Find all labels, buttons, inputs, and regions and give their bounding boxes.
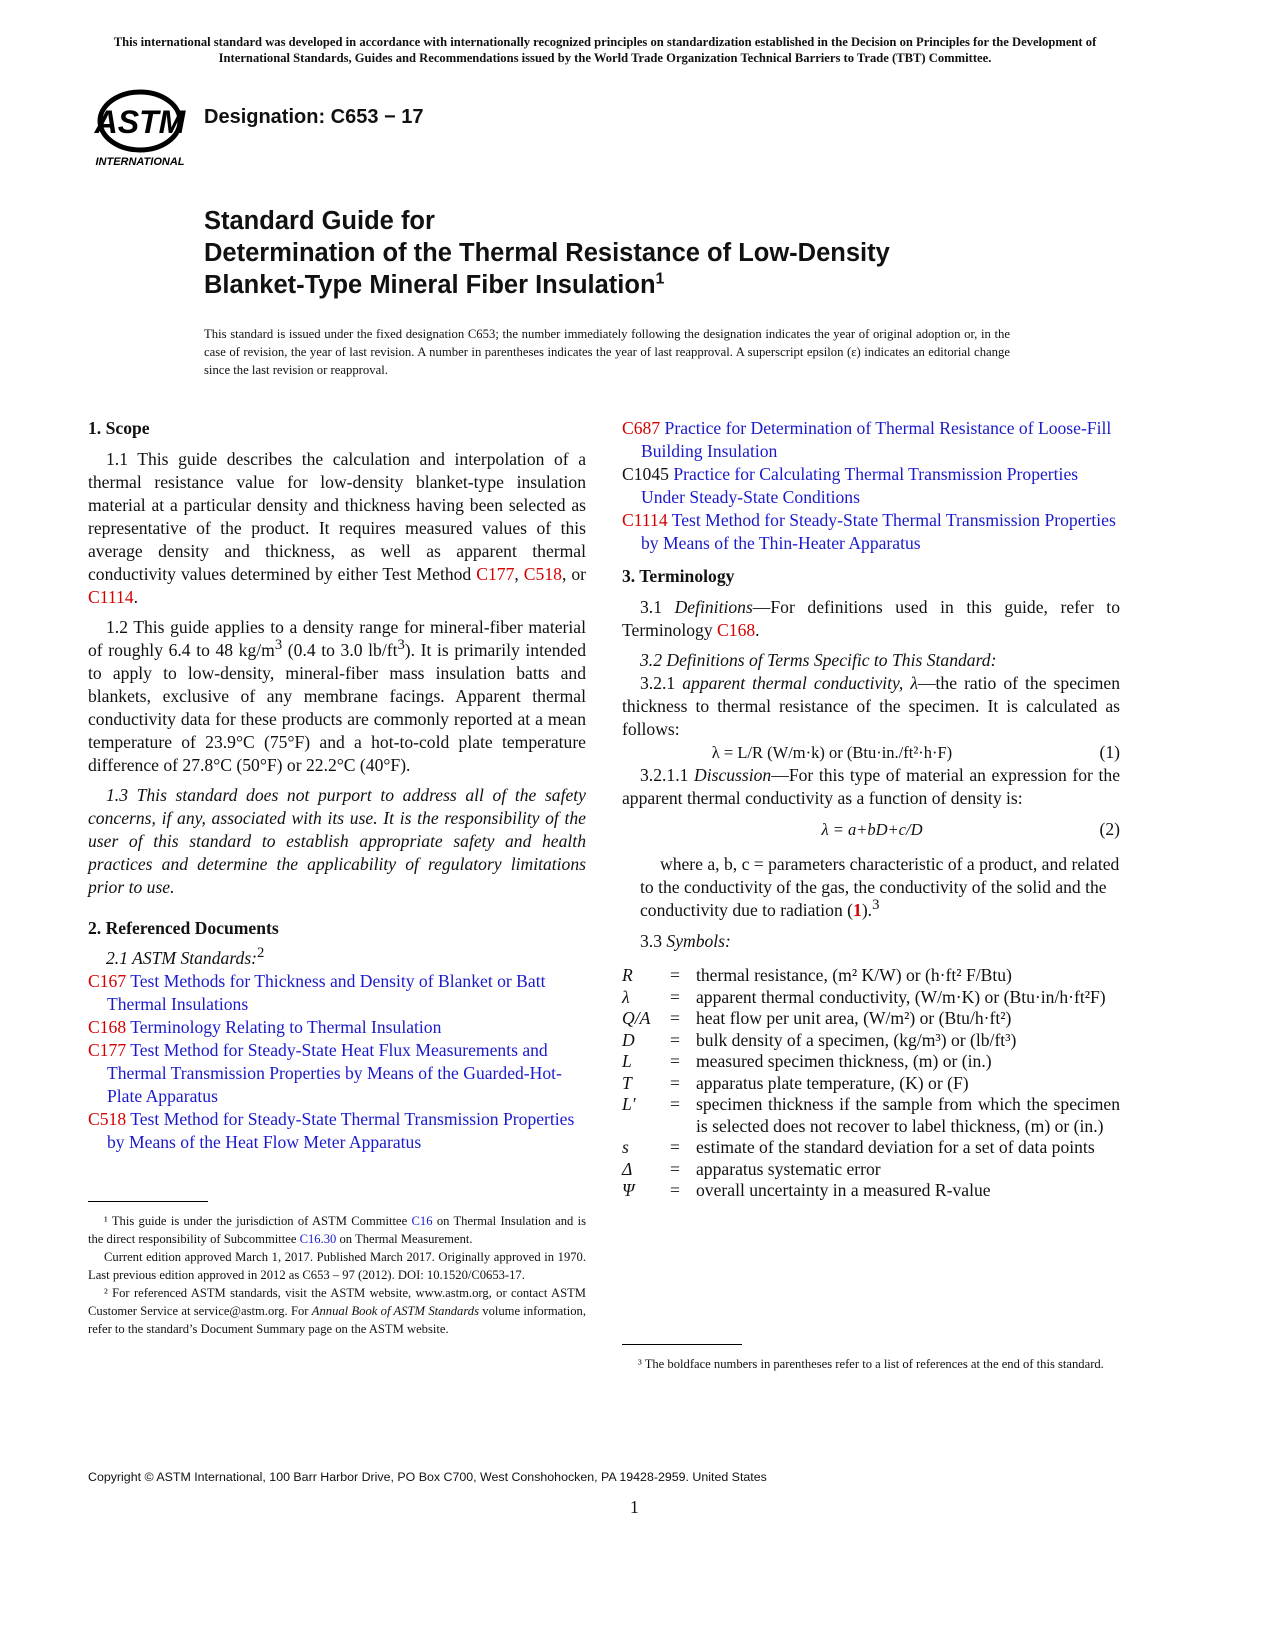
footnote-rule-right [622,1344,742,1345]
astm-logo [90,85,190,170]
term-3-3: 3.3 Symbols: [640,931,731,951]
symbol-row: R = thermal resistance, (m² K/W) or (h·ft² F/Btu) [622,965,1012,985]
link-c16-30[interactable]: C16.30 [299,1232,337,1246]
issue-note: This standard is issued under the fixed designation C653; the number immediately following the designation indicates the year of original adoption or, in the case of revision, the year of last revision. A number in parentheses indicates the year of last reapproval. A superscript epsilon (ε) indicates an editorial change since the last revision or reapproval. [204,327,1010,377]
ref-c177[interactable]: C177 Test Method for Steady-State Heat Flux Measurements and Thermal Transmission Properties by Means of the Guarded-Hot-Plate Apparatus [88,1040,562,1106]
title-line-3: Blanket-Type Mineral Fiber Insulation$^1$ [204,270,665,299]
footnotes-left [88,1212,586,1338]
footnote-1: ¹ This guide is under the jurisdiction of ASTM Committee C16 on Thermal Insulation and is the direct responsibility of Subcommittee C16.30 on Thermal Measurement. [88,1214,586,1246]
left-column [88,417,586,1154]
scope-1-1: 1.1 This guide describes the calculation and interpolation of a thermal resistance value for low-density blanket-type insulation material at a particular density and thickness having been selected as representative of the product. It requires measured values of this average density and thickness, as well as apparent thermal conductivity values determined by either Test Method C177, C518, or C1114. [88,449,587,607]
ref-c1114[interactable]: C1114 Test Method for Steady-State Thermal Transmission Properties by Means of the Thin-Heater Apparatus [622,510,1116,553]
symbol-row: Ψ = overall uncertainty in a measured R-value [622,1180,991,1200]
astm-standards-label: 2.1 ASTM Standards:$^2$ [106,945,265,968]
section-scope-heading: 1. Scope [88,418,150,438]
section-terminology-heading: 3. Terminology [622,566,735,586]
scope-1-2: 1.2 This guide applies to a density range for mineral-fiber material of roughly 6.4 to 48 $kg/m^3$ (0.4 to 3.0 $lb/ft^3$). It is primarily intended to apply to low-density, mineral-fiber mass insulation batts and blankets, exclusive of any membrane facings. Apparent thermal conductivity data for these products are commonly reported at a mean temperature of 23.9°C (75°F) and a hot-to-cold plate temperature difference of 27.8°C (50°F) or 22.2°C (40°F). [88,617,586,775]
symbol-row: λ = apparent thermal conductivity, (W/m·K) or (Btu·in/h·ft²F) [622,986,1106,1007]
document-title [204,205,1104,301]
footnote-2: ² For referenced ASTM standards, visit the ASTM website, www.astm.org, or contact ASTM Customer Service at service@astm.org. For Annual Book of ASTM Standards volume information, refer to the standard’s Document Summary page on the ASTM website. [88,1286,586,1336]
svg-text:ASTM: ASTM [94,104,186,140]
right-column [622,417,1120,1202]
symbol-row: L′ = specimen thickness if the sample from which the specimen is selected does not recover to label thickness, (m) or (in.) [622,1094,1120,1136]
page-number: 1 [630,1497,639,1517]
term-3-2-1: 3.2.1 apparent thermal conductivity, λ—the ratio of the specimen thickness to thermal resistance of the specimen. It is calculated as follows: [622,673,1120,739]
footnote-1-edition: Current edition approved March 1, 2017. Published March 2017. Originally approved in 1970. Last previous edition approved in 2012 as C653 – 97 (2012). DOI: 10.1520/C0653-17. [88,1250,586,1282]
term-3-2: 3.2 Definitions of Terms Specific to This Standard: [640,650,997,670]
title-line-1: Standard Guide for [204,207,435,235]
ref-c167[interactable]: C167 Test Methods for Thickness and Density of Blanket or Batt Thermal Insulations [88,971,546,1014]
link-c177[interactable]: C177 [476,564,515,584]
symbol-row: T = apparatus plate temperature, (K) or (F) [622,1072,969,1093]
designation: Designation: C653 − 17 [204,106,424,128]
term-3-2-1-1: 3.2.1.1 Discussion—For this type of material an expression for the apparent thermal conductivity as a function of density is: [622,765,1120,808]
link-c16[interactable]: C16 [411,1214,433,1228]
equation-1: λ = L/R (W/m·k) or (Btu·in./ft²·h·F) (1) [711,742,1120,762]
copyright: Copyright © ASTM International, 100 Barr Harbor Drive, PO Box C700, West Conshohocken, PA 19428-2959. United States [88,1470,767,1484]
symbol-row: s = estimate of the standard deviation for a set of data points [622,1137,1095,1157]
ref-c1045[interactable]: C1045 Practice for Calculating Thermal Transmission Properties Under Steady-State Conditions [622,464,1079,507]
link-c168[interactable]: C168 [717,620,756,640]
symbol-row: Q/A = heat flow per unit area, (W/m²) or (Btu/h·ft²) [622,1008,1012,1028]
ref-c168[interactable]: C168 Terminology Relating to Thermal Insulation [88,1017,442,1037]
wto-notice: This international standard was developed in accordance with internationally recognized principles on standardization established in the Decision on Principles for the Development of International Standards, Guides and Recommendations issued by the World Trade Organization Technical Barriers to Trade (TBT) Committee. [113,35,1097,65]
link-ref-1[interactable]: 1 [853,900,862,920]
where-clause: where a, b, c = parameters characteristic of a product, and related to the conductivity of the gas, the conductivity of the solid and the conductivity due to radiation (1).$^3$ [640,854,1120,920]
footnote-rule-left [88,1201,208,1202]
title-line-2: Determination of the Thermal Resistance of Low-Density [204,239,890,267]
symbol-row: Δ = apparatus systematic error [622,1158,881,1179]
symbol-row: D = bulk density of a specimen, (kg/m³) or (lb/ft³) [622,1029,1017,1050]
svg-text:INTERNATIONAL: INTERNATIONAL [95,156,185,168]
term-3-1: 3.1 Definitions—For definitions used in this guide, refer to Terminology C168. [622,597,1120,640]
symbol-row: L = measured specimen thickness, (m) or (in.) [622,1051,992,1071]
ref-c518[interactable]: C518 Test Method for Steady-State Thermal Transmission Properties by Means of the Heat Flow Meter Apparatus [88,1109,575,1152]
ref-c687[interactable]: C687 Practice for Determination of Thermal Resistance of Loose-Fill Building Insulation [622,418,1112,461]
footnote-3: ³ The boldface numbers in parentheses refer to a list of references at the end of this standard. [638,1357,1104,1371]
link-c518[interactable]: C518 [523,564,562,584]
symbols-list [622,965,1120,1202]
link-c1114[interactable]: C1114 [88,587,134,607]
scope-1-3: 1.3 This standard does not purport to address all of the safety concerns, if any, associated with its use. It is the responsibility of the user of this standard to establish appropriate safety and health practices and determine the applicability of regulatory limitations prior to use. [88,785,586,897]
equation-2: λ = a+bD+c/D (2) [821,819,1120,839]
section-refdocs-heading: 2. Referenced Documents [88,918,279,938]
